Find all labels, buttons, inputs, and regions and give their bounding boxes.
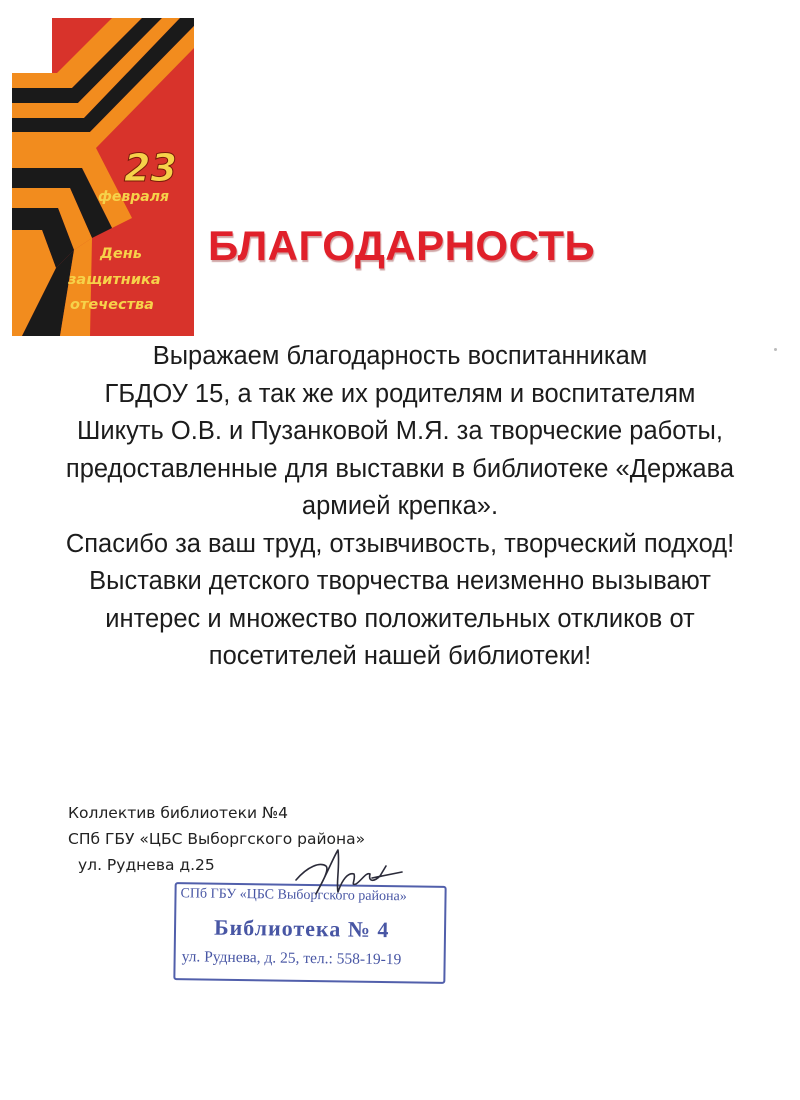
holiday-emblem [12, 18, 194, 336]
emblem-month: февраля [98, 189, 169, 205]
body-line: посетителей нашей библиотеки! [208, 642, 592, 670]
sender-line-collective: Коллектив библиотеки №4 [68, 804, 288, 822]
stamp-organization: СПб ГБУ «ЦБС Выборгского района» [180, 886, 407, 905]
body-line: предоставленные для выставки в библиотеке «Держава [65, 454, 735, 483]
body-line: интерес и множество положительных откликов от [105, 604, 695, 633]
body-line: ГБДОУ 15, а так же их родителям и воспитателям [104, 379, 696, 408]
stamp-library-name: Библиотека № 4 [213, 914, 390, 943]
body-line: армией крепка». [301, 492, 499, 520]
emblem-line2: защитника [68, 272, 161, 288]
george-ribbon-star-image [12, 18, 194, 336]
document-title: БЛАГОДАРНОСТЬ [208, 222, 596, 269]
stamp-address: ул. Руднева, д. 25, тел.: 558-19-19 [181, 948, 402, 969]
body-line: Выставки детского творчества неизменно вызывают [89, 567, 711, 595]
scan-speck [774, 348, 777, 351]
gratitude-text [10, 338, 790, 676]
emblem-line3: отечества [70, 297, 154, 313]
body-line: Шикуть О.В. и Пузанковой М.Я. за творческие работы, [77, 417, 723, 445]
sender-line-address: ул. Руднева д.25 [78, 856, 215, 874]
handwritten-signature [290, 836, 410, 906]
body-line: Выражаем благодарность воспитанникам [152, 342, 648, 370]
emblem-day: 23 [124, 146, 177, 190]
sender-line-organization: СПб ГБУ «ЦБС Выборгского района» [68, 830, 366, 848]
emblem-line1: День [100, 246, 142, 262]
body-line: Спасибо за ваш труд, отзывчивость, творческий подход! [65, 529, 735, 558]
